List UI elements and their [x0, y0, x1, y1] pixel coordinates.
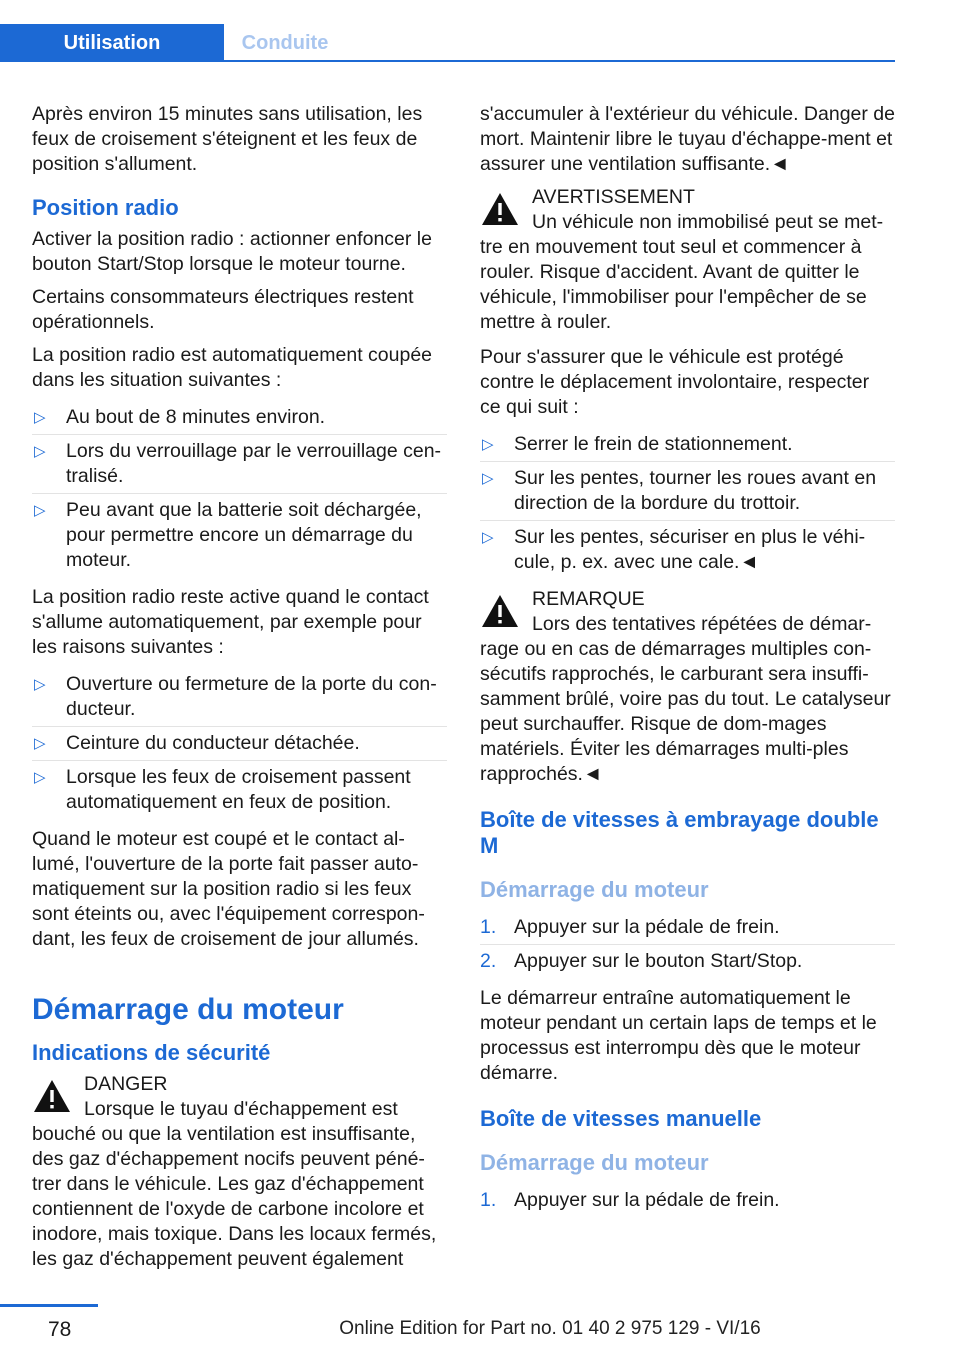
step-item: 2. Appuyer sur le bouton Start/Stop. [480, 950, 803, 972]
list-item: ▷ Lors du verrouillage par le verrouillage cen-tralisé. [32, 435, 447, 494]
section-heading-securite: Indications de sécurité [32, 1040, 271, 1065]
triangle-bullet-icon: ▷ [34, 735, 46, 752]
warning-notice [480, 185, 895, 335]
danger-notice [32, 1072, 447, 1272]
list-item: ▷ Peu avant que la batterie soit déchargée, pour permettre encore un démarrage du moteur. [34, 499, 422, 571]
list-item: ▷ Ouverture ou fermeture de la porte du con-ducteur. [32, 668, 447, 727]
numbered-steps [480, 1184, 895, 1217]
paragraph: Certains consommateurs électriques restent opérationnels. [32, 286, 414, 333]
header-rule [0, 60, 895, 62]
triangle-bullet-icon: ▷ [34, 409, 46, 426]
list-item: ▷ Sur les pentes, sécuriser en plus le véhi-cule, p. ex. avec une cale.◄ [482, 526, 866, 573]
paragraph: Quand le moteur est coupé et le contact al-lumé, l'ouverture de la porte fait passer auto-matiquement sur la position radio si les feux sont éteints ou, avec l'équipement correspon-dant, les feux de croisement de jour allumés. [32, 828, 425, 950]
bullet-list [32, 401, 447, 577]
bullet-list [480, 428, 895, 579]
numbered-steps [480, 911, 895, 978]
triangle-bullet-icon: ▷ [482, 529, 494, 546]
paragraph: La position radio reste active quand le contact s'allume automatiquement, par exemple pour les raisons suivantes : [32, 586, 429, 658]
tab-utilisation[interactable]: Utilisation [0, 24, 224, 62]
subsection-heading-demarrage: Démarrage du moteur [480, 1150, 709, 1175]
edition-footer [0, 1318, 960, 1340]
subsection-heading-demarrage: Démarrage du moteur [480, 877, 709, 902]
triangle-bullet-icon: ▷ [34, 769, 46, 786]
right-column [480, 102, 895, 1225]
tab-conduite[interactable]: Conduite [241, 31, 329, 54]
left-column [32, 102, 447, 1282]
triangle-bullet-icon: ▷ [34, 676, 46, 693]
section-heading-boite-manuelle: Boîte de vitesses manuelle [480, 1106, 762, 1131]
list-item: ▷ Serrer le frein de stationnement. [480, 428, 895, 462]
triangle-bullet-icon: ▷ [34, 502, 46, 519]
section-heading-position-radio: Position radio [32, 195, 179, 220]
note-notice [480, 587, 895, 787]
triangle-bullet-icon: ▷ [482, 470, 494, 487]
paragraph: Le démarreur entraîne automatiquement le moteur pendant un certain laps de temps et le processus est interrompu dès que le moteur démarre. [480, 987, 877, 1084]
paragraph: Après environ 15 minutes sans utilisation, les feux de croisement s'éteignent et les feux de position s'allument. [32, 103, 423, 175]
notice-text: Un véhicule non immobilisé peut se met-tre en mouvement tout seul et commencer à rouler. Risque d'accident. Avant de quitter le véhicule, l'immobiliser pour l'empêcher de se mettre à rouler. [480, 211, 884, 333]
notice-title: AVERTISSEMENT [532, 186, 695, 208]
notice-title: DANGER [84, 1073, 168, 1095]
list-item: ▷ Sur les pentes, tourner les roues avant en direction de la bordure du trottoir. [480, 462, 895, 521]
notice-title: REMARQUE [532, 588, 645, 610]
bullet-list [32, 668, 447, 819]
list-item: ▷ Au bout de 8 minutes environ. [32, 401, 447, 435]
paragraph: s'accumuler à l'extérieur du véhicule. Danger de mort. Maintenir libre le tuyau d'échappe-ment et assurer une ventilation suffisante.◄ [480, 103, 895, 175]
triangle-bullet-icon: ▷ [34, 443, 46, 460]
chapter-heading-demarrage: Démarrage du moteur [32, 993, 344, 1026]
step-item: 1. Appuyer sur la pédale de frein. [480, 911, 895, 945]
paragraph: La position radio est automatiquement coupée dans les situation suivantes : [32, 344, 433, 391]
warning-triangle-icon [32, 1078, 72, 1114]
chapter-tabs [0, 24, 895, 62]
step-item: 1. Appuyer sur la pédale de frein. [480, 1189, 780, 1211]
warning-triangle-icon [480, 191, 520, 227]
page-number: 78 [48, 1318, 72, 1341]
list-item: ▷ Lorsque les feux de croisement passent automatiquement en feux de position. [34, 766, 411, 813]
list-item: ▷ Ceinture du conducteur détachée. [32, 727, 447, 761]
notice-text: Lors des tentatives répétées de démar-rage ou en cas de démarrages multiples con-sécutifs rapprochés, le carburant sera insuffi-samment brûlé, voire pas du tout. Le catalyseur peut surchauffer. Risque de dom-mages matériels. Éviter les démarrages multi-ples rapprochés.◄ [480, 613, 891, 785]
footer-rule [0, 1304, 98, 1307]
paragraph: Activer la position radio : actionner enfoncer le bouton Start/Stop lorsque le moteur tourne. [32, 228, 432, 275]
paragraph: Pour s'assurer que le véhicule est protégé contre le déplacement involontaire, respecter ce qui suit : [480, 346, 870, 418]
edition-text: Online Edition for Part no. 01 40 2 975 129 - VI/16 [339, 1318, 761, 1339]
notice-text: Lorsque le tuyau d'échappement est bouché ou que la ventilation est insuffisante, des gaz d'échappement nocifs peuvent péné-trer dans le véhicule. Les gaz d'échappement contiennent de l'oxyde de carbone incolore et inodore, mais toxique. Dans les locaux fermés, les gaz d'échappement peuvent également [32, 1098, 437, 1270]
triangle-bullet-icon: ▷ [482, 436, 494, 453]
section-heading-boite-double: Boîte de vitesses à embrayage double M [480, 807, 879, 858]
warning-triangle-icon [480, 593, 520, 629]
